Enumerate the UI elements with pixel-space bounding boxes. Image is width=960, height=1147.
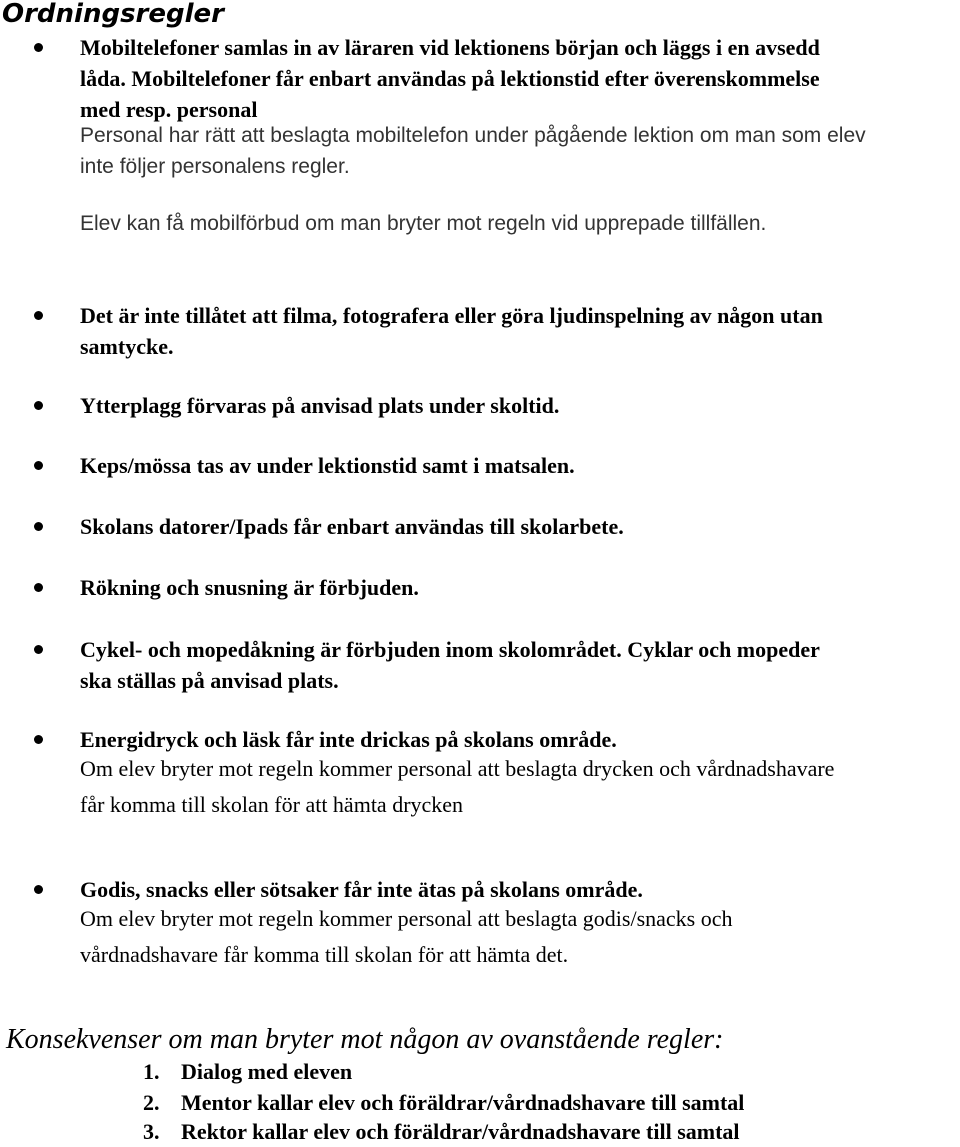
consequence-item <box>143 1087 744 1118</box>
note-line: Om elev bryter mot regeln kommer personal att beslagta godis/snacks och <box>80 906 733 931</box>
rule-line: Keps/mössa tas av under lektionstid samt i matsalen. <box>80 453 575 478</box>
bullet-icon <box>34 401 43 410</box>
consequence-text: Rektor kallar elev och föräldrar/vårdnadshavare till samtal <box>181 1119 740 1144</box>
consequence-text: Dialog med eleven <box>181 1059 353 1084</box>
note-line: Elev kan få mobilförbud om man bryter mot regeln vid upprepade tillfällen. <box>80 212 767 235</box>
page-title: Ordningsregler <box>2 0 224 29</box>
rule-line: låda. Mobiltelefoner får enbart användas på lektionstid efter överenskommelse <box>80 66 820 91</box>
rule-line: Godis, snacks eller sötsaker får inte ätas på skolans område. <box>80 877 643 902</box>
rule-line: Skolans datorer/Ipads får enbart användas till skolarbete. <box>80 514 624 539</box>
rule-line: Det är inte tillåtet att filma, fotografera eller göra ljudinspelning av någon utan <box>80 303 823 328</box>
rule-line: samtycke. <box>80 334 174 359</box>
rule-item-filming <box>80 300 955 362</box>
bullet-icon <box>34 645 43 654</box>
rule-line: med resp. personal <box>80 97 258 122</box>
note-line: får komma till skolan för att hämta drycken <box>80 792 464 817</box>
bullet-icon <box>34 522 43 531</box>
consequence-number: 1. <box>143 1059 160 1084</box>
rule-note-energy-drinks <box>80 751 955 823</box>
bullet-icon <box>34 583 43 592</box>
consequence-item <box>143 1056 352 1087</box>
rule-item-bikes <box>80 634 955 696</box>
note-line: inte följer personalens regler. <box>80 155 350 178</box>
rule-note-mobile-phones <box>80 120 955 182</box>
bullet-icon <box>34 885 43 894</box>
rule-line: Rökning och snusning är förbjuden. <box>80 575 419 600</box>
rule-line: Cykel- och mopedåkning är förbjuden inom skolområdet. Cyklar och mopeder <box>80 637 820 662</box>
rule-note-candy <box>80 901 955 973</box>
consequence-number: 2. <box>143 1090 160 1115</box>
consequence-number: 3. <box>143 1119 160 1144</box>
rule-line: Energidryck och läsk får inte drickas på skolans område. <box>80 727 617 752</box>
bullet-icon <box>34 461 43 470</box>
rule-line: ska ställas på anvisad plats. <box>80 668 339 693</box>
rule-item-smoking <box>80 572 955 603</box>
note-line: Om elev bryter mot regeln kommer personal att beslagta drycken och vårdnadshavare <box>80 756 835 781</box>
bullet-icon <box>34 311 43 320</box>
bullet-icon <box>34 43 43 52</box>
consequence-text: Mentor kallar elev och föräldrar/vårdnadshavare till samtal <box>181 1090 745 1115</box>
note-line: vårdnadshavare får komma till skolan för att hämta det. <box>80 942 569 967</box>
consequence-item <box>143 1116 740 1147</box>
note-line: Personal har rätt att beslagta mobiltelefon under pågående lektion om man som elev <box>80 124 866 147</box>
consequences-heading: Konsekvenser om man bryter mot någon av ovanstående regler: <box>6 1024 724 1055</box>
rule-note-mobile-ban <box>80 208 955 239</box>
rule-line: Ytterplagg förvaras på anvisad plats under skoltid. <box>80 393 560 418</box>
bullet-icon <box>34 735 43 744</box>
rule-item-mobile-phones <box>80 32 955 125</box>
rule-item-computers <box>80 511 955 542</box>
rule-item-caps <box>80 450 955 481</box>
rule-item-outerwear <box>80 390 955 421</box>
rule-line: Mobiltelefoner samlas in av läraren vid lektionens början och läggs i en avsedd <box>80 35 820 60</box>
